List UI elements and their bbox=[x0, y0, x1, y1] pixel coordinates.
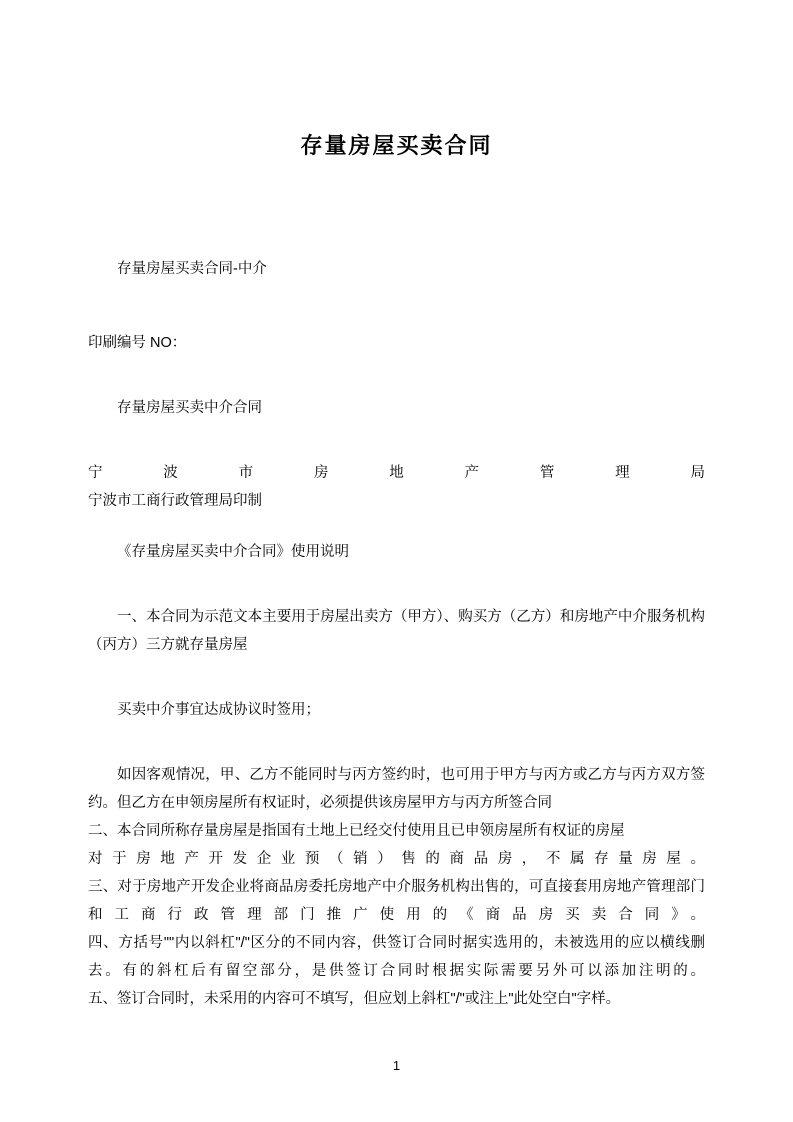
instruction-block bbox=[88, 761, 705, 1013]
page-number: 1 bbox=[392, 1058, 401, 1073]
gap bbox=[88, 747, 705, 761]
gap bbox=[88, 682, 705, 696]
issuer-block bbox=[88, 459, 705, 515]
instructions-heading: 《存量房屋买卖中介合同》使用说明 bbox=[117, 544, 349, 561]
print-number-label: 印刷编号 NO： bbox=[88, 335, 187, 352]
instruction-paragraph-4: 二、本合同所称存量房屋是指国有土地上已经交付使用且已申领房屋所有权证的房屋 bbox=[88, 823, 625, 840]
contract-name: 存量房屋买卖中介合同 bbox=[117, 400, 262, 417]
gap bbox=[88, 306, 705, 329]
title-spacer bbox=[88, 159, 705, 255]
gap bbox=[88, 445, 705, 459]
gap bbox=[88, 589, 705, 603]
issuer-line-2: 宁波市工商行政管理局印制 bbox=[88, 493, 262, 510]
instruction-paragraph-8: 五、签订合同时，未采用的内容可不填写，但应划上斜杠"/"或注上"此处空白"字样。 bbox=[88, 991, 621, 1008]
gap bbox=[88, 515, 705, 538]
document-subtitle: 存量房屋买卖合同-中介 bbox=[117, 261, 267, 278]
instruction-paragraph-7: 四、方括号""内以斜杠"/"区分的不同内容，供签订合同时据实选用的，未被选用的应以横线删去。有的斜杠后有留空部分，是供签订合同时根据实际需要另外可以添加注明的。 bbox=[88, 935, 705, 980]
gap bbox=[88, 380, 705, 394]
instruction-paragraph-3: 如因客观情况，甲、乙方不能同时与丙方签约时，也可用于甲方与丙方或乙方与丙方双方签约。但乙方在申领房屋所有权证时，必须提供该房屋甲方与丙方所签合同 bbox=[88, 767, 705, 812]
instruction-paragraph-6: 三、对于房地产开发企业将商品房委托房地产中介服务机构出售的，可直接套用房地产管理部门和工商行政管理部门推广使用的《商品房买卖合同》。 bbox=[88, 879, 705, 924]
page-title: 存量房屋买卖合同 bbox=[300, 133, 493, 158]
issuer-line-1: 宁波市房地产管理局 bbox=[88, 465, 705, 482]
instruction-paragraph-1: 一、本合同为示范文本主要用于房屋出卖方（甲方）、购买方（乙方）和房地产中介服务机构（丙方）三方就存量房屋 bbox=[88, 609, 705, 654]
instruction-paragraph-2: 买卖中介事宜达成协议时签用； bbox=[117, 702, 320, 719]
instruction-paragraph-5: 对于房地产开发企业预（销）售的商品房，不属存量房屋。 bbox=[88, 851, 705, 868]
